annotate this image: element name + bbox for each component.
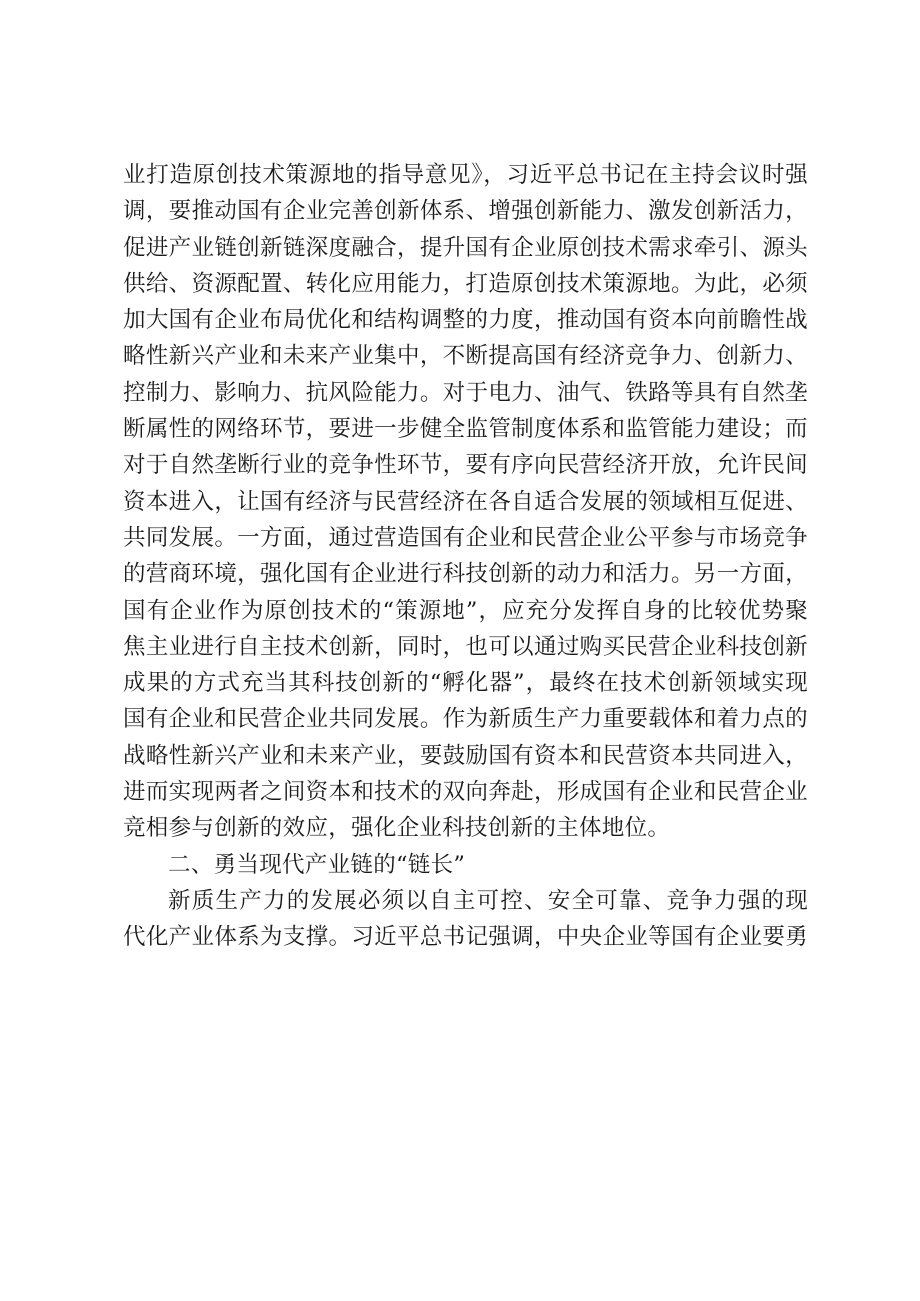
text-line: 的营商环境，强化国有企业进行科技创新的动力和活力。另一方面， bbox=[123, 561, 808, 588]
text-line: 成果的方式充当其科技创新的“孵化器”，最终在技术创新领域实现 bbox=[123, 670, 808, 697]
section-heading bbox=[123, 847, 808, 883]
text-line: 业打造原创技术策源地的指导意见》，习近平总书记在主持会议时强 bbox=[123, 162, 808, 188]
text-line: 资本进入，让国有经济与民营经济在各自适合发展的领域相互促进、 bbox=[123, 488, 808, 515]
text-line: 略性新兴产业和未来产业集中，不断提高国有经济竞争力、创新力、 bbox=[123, 343, 808, 370]
paragraph-2 bbox=[123, 883, 808, 956]
text-line: 供给、资源配置、转化应用能力，打造原创技术策源地。为此，必须 bbox=[123, 270, 808, 297]
text-line: 对于自然垄断行业的竞争性环节，要有序向民营经济开放，允许民间 bbox=[123, 452, 808, 479]
text-line: 共同发展。一方面，通过营造国有企业和民营企业公平参与市场竞争 bbox=[123, 524, 808, 551]
text-line: 国有企业和民营企业共同发展。作为新质生产力重要载体和着力点的 bbox=[123, 706, 808, 733]
text-line: 代化产业体系为支撑。习近平总书记强调，中央企业等国有企业要勇 bbox=[123, 924, 808, 951]
text-line: 调，要推动国有企业完善创新体系、增强创新能力、激发创新活力， bbox=[123, 198, 808, 225]
text-line: 焦主业进行自主技术创新，同时，也可以通过购买民营企业科技创新 bbox=[123, 633, 808, 660]
document-body bbox=[123, 157, 808, 956]
text-line: 断属性的网络环节，要进一步健全监管制度体系和监管能力建设；而 bbox=[123, 416, 808, 443]
text-line: 控制力、影响力、抗风险能力。对于电力、油气、铁路等具有自然垄 bbox=[123, 379, 808, 406]
text-line: 国有企业作为原创技术的“策源地”，应充分发挥自身的比较优势聚 bbox=[123, 597, 808, 624]
text-line: 进而实现两者之间资本和技术的双向奔赴，形成国有企业和民营企业 bbox=[123, 779, 808, 806]
heading-text: 二、勇当现代产业链的“链长” bbox=[168, 851, 466, 878]
text-line: 促进产业链创新链深度融合，提升国有企业原创技术需求牵引、源头 bbox=[123, 234, 808, 261]
text-line: 战略性新兴产业和未来产业，要鼓励国有资本和民营资本共同进入， bbox=[123, 742, 808, 769]
text-line: 新质生产力的发展必须以自主可控、安全可靠、竞争力强的现 bbox=[168, 887, 808, 914]
text-line: 加大国有企业布局优化和结构调整的力度，推动国有资本向前瞻性战 bbox=[123, 307, 808, 334]
text-line: 竞相参与创新的效应，强化企业科技创新的主体地位。 bbox=[123, 815, 671, 842]
paragraph-1 bbox=[123, 157, 808, 847]
